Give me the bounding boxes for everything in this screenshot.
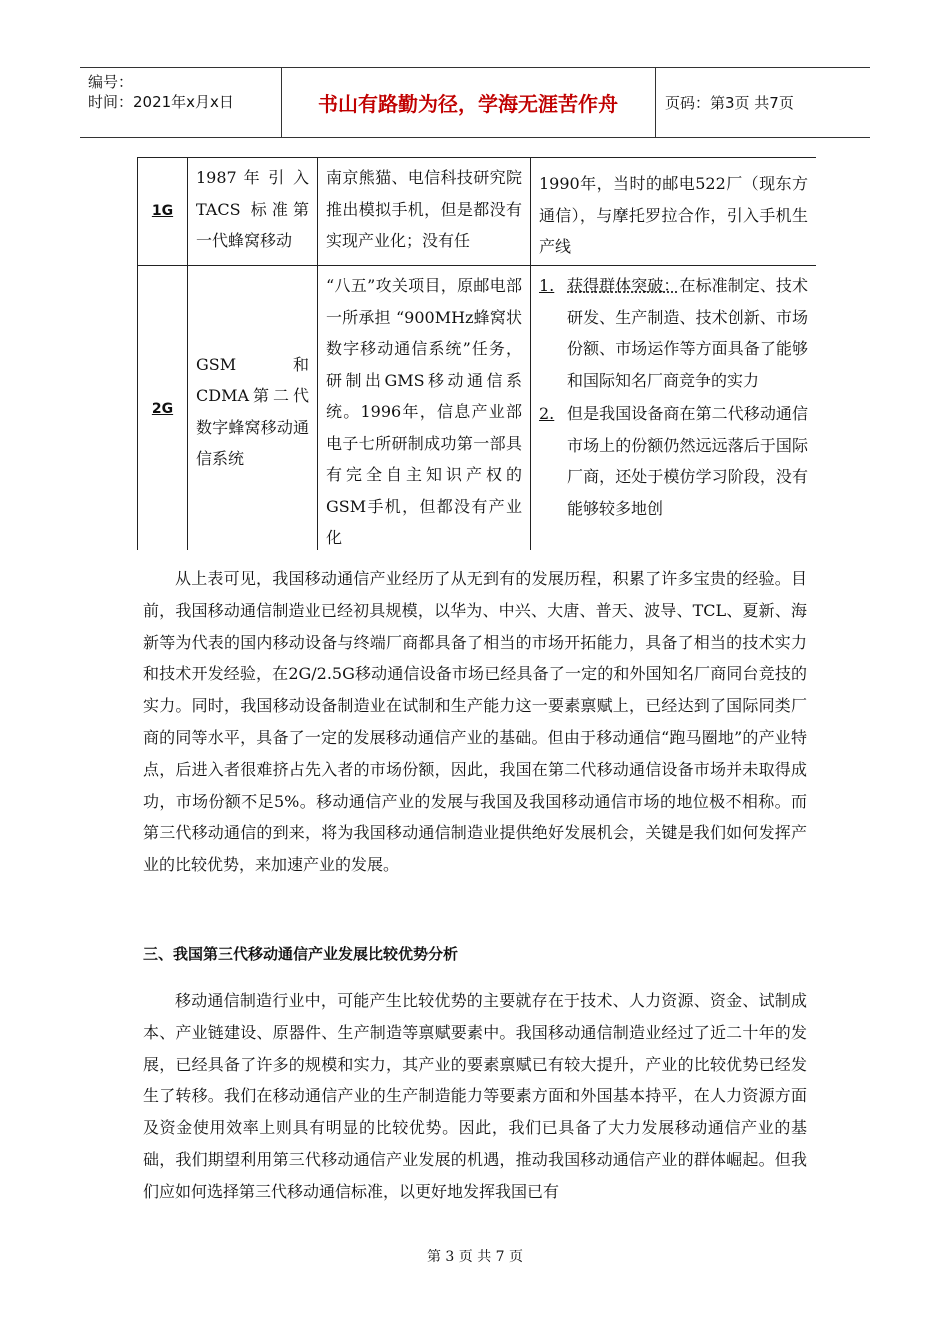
body-paragraph: 移动通信制造行业中，可能产生比较优势的主要就存在于技术、人力资源、资金、试制成本、产业链建设、原器件、生产制造等禀赋要素中。我国移动通信制造业经过了近二十年的发展，已经具备了许多的规模和实力，其产业的要素禀赋已有较大提升，产业的比较优势已经发生了转移。我们在移动通信产业的生产制造能力等要素方面和外国基本持平，在人力资源方面及资金使用效率上则具有明显的比较优势。因此，我们已具备了大力发展移动通信产业的基础，我们期望利用第三代移动通信产业发展的机遇，推动我国移动通信产业的群体崛起。但我们应如何选择第三代移动通信标准，以更好地发挥我国已有 — [143, 991, 807, 1201]
header-page-number: 页码：第3页 共7页 — [665, 94, 794, 112]
list-number: 1. — [539, 276, 555, 295]
list-item — [539, 398, 808, 524]
body-paragraph: 从上表可见，我国移动通信产业经历了从无到有的发展历程，积累了许多宝贵的经验。目前，我国移动通信制造业已经初具规模，以华为、中兴、大唐、普天、波导、TCL、夏新、海新等为代表的国内移动设备与终端厂商都具备了相当的市场开拓能力，具备了相当的技术实力和技术开发经验，在2G/2.5G移动通信设备市场已经具备了一定的和外国知名厂商同台竞技的实力。同时，我国移动设备制造业在试制和生产能力这一要素禀赋上，已经达到了国际同类厂商的同等水平，具备了一定的发展移动通信产业的基础。但由于移动通信“跑马圈地”的产业特点，后进入者很难挤占先入者的市场份额，因此，我国在第二代移动通信设备市场并未取得成功，市场份额不足5%。移动通信产业的发展与我国及我国移动通信市场的地位极不相称。而第三代移动通信的到来，将为我国移动通信制造业提供绝好发展机会，关键是我们如何发挥产业的比较优势，来加速产业的发展。 — [143, 569, 807, 875]
list-text: 在标准制定、技术研发、生产制造、技术创新、市场份额、市场运作等方面具备了能够和国际知名厂商竞争的实力 — [567, 276, 808, 390]
list-text: 但是我国设备商在第二代移动通信市场上的份额仍然远远落后于国际厂商，还处于模仿学习阶段，没有能够较多地创 — [567, 404, 808, 518]
header-meta — [88, 72, 283, 112]
list-lead: 获得群体突破： — [567, 276, 680, 295]
header-motto: 书山有路勤为径，学海无涯苦作舟 — [318, 92, 618, 116]
table-row — [138, 266, 817, 551]
table-row — [138, 158, 817, 266]
research-cell: “八五”攻关项目，原邮电部一所承担 “900MHz蜂窝状数字移动通信系统”任务，研制出GMS移动通信系统。1996年，信息产业部电子七所研制成功第一部具有完全自主知识产权的GSM手机，但都没有产业化 — [318, 266, 531, 551]
development-table — [137, 157, 816, 550]
achievement-list — [539, 270, 808, 524]
generation-cell: 2G — [138, 266, 188, 551]
page-header — [80, 67, 870, 138]
document-date-label: 时间：2021年x月x日 — [88, 93, 234, 111]
page-footer: 第 3 页 共 7 页 — [426, 1249, 524, 1265]
document-code-label: 编号： — [88, 73, 134, 91]
research-cell: 南京熊猫、电信科技研究院推出模拟手机，但是都没有实现产业化；没有任 — [318, 158, 531, 266]
industry-cell — [531, 266, 817, 551]
generation-cell: 1G — [138, 158, 188, 266]
header-divider — [655, 68, 656, 137]
industry-cell: 1990年，当时的邮电522厂（现东方通信），与摩托罗拉合作，引入手机生产线 — [531, 158, 817, 266]
technology-cell: 1987 年 引 入 TACS 标准第一代蜂窝移动 — [188, 158, 318, 266]
section-heading: 三、我国第三代移动通信产业发展比较优势分析 — [143, 945, 459, 963]
technology-cell: GSM 和 CDMA第二代数字蜂窝移动通信系统 — [188, 266, 318, 551]
list-item — [539, 270, 808, 396]
list-number: 2. — [539, 404, 555, 423]
